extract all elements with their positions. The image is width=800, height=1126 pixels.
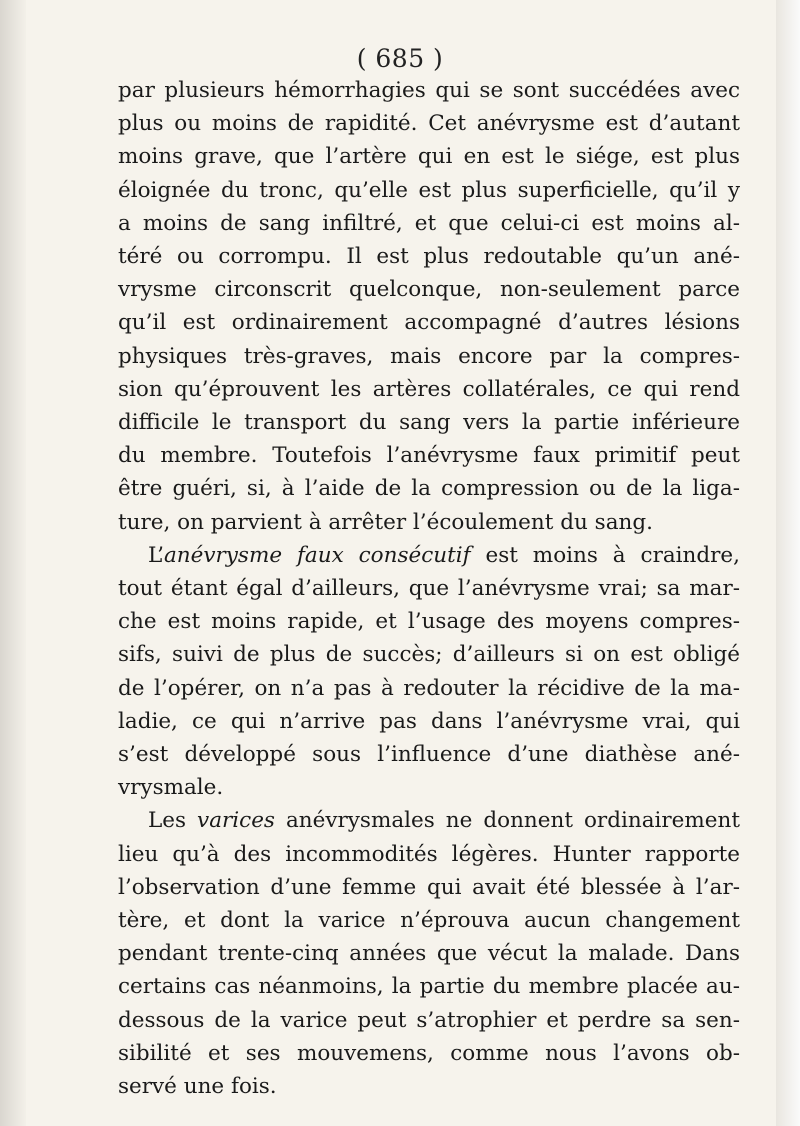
text-line: dessous de la varice peut s’atrophier et perdre sa sen- — [118, 1007, 740, 1033]
paragraph-opening-line — [118, 539, 740, 572]
text-line: plus ou moins de rapidité. Cet anévrysme est d’autant — [118, 111, 740, 137]
text-line: de l’opérer, on n’a pas à redouter la récidive de la ma- — [118, 675, 740, 701]
text-fragment: anévrysmales ne donnent ordinairement — [274, 808, 740, 834]
text-line: sifs, suivi de plus de succès; d’ailleurs si on est obligé — [118, 642, 740, 668]
text-line: vrysmale. — [118, 775, 224, 801]
text-line: tère, et dont la varice n’éprouva aucun changement — [118, 908, 740, 934]
text-line: a moins de sang infiltré, et que celui-ci est moins al- — [118, 210, 740, 236]
body-text — [118, 74, 740, 1103]
page-number: ( 685 ) — [356, 44, 444, 73]
text-line: physiques très-graves, mais encore par la compres- — [118, 343, 740, 369]
text-line: pendant trente-cinq années que vécut la malade. Dans — [118, 941, 740, 967]
text-line: moins grave, que l’artère qui en est le siége, est plus — [118, 144, 740, 170]
text-line: certains cas néanmoins, la partie du membre placée au- — [118, 974, 740, 1000]
paragraph-opening-line — [118, 804, 740, 837]
page-gutter-shadow — [0, 0, 26, 1126]
text-line: s’est développé sous l’influence d’une diathèse ané- — [118, 742, 740, 768]
text-line: lieu qu’à des incommodités légères. Hunter rapporte — [118, 841, 740, 867]
text-line: qu’il est ordinairement accompagné d’autres lésions — [118, 310, 740, 336]
italic-term: varices — [197, 808, 275, 834]
text-line: du membre. Toutefois l’anévrysme faux primitif peut — [118, 443, 740, 469]
text-line: che est moins rapide, et l’usage des moyens compres- — [118, 609, 740, 635]
text-line: éloignée du tronc, qu’elle est plus superficielle, qu’il y — [118, 177, 740, 203]
italic-term: anévrysme faux consécutif — [163, 542, 471, 568]
text-line: tout étant égal d’ailleurs, que l’anévrysme vrai; sa mar- — [118, 576, 740, 602]
text-line: l’observation d’une femme qui avait été blessée à l’ar- — [118, 874, 740, 900]
text-line: par plusieurs hémorrhagies qui se sont succédées avec — [118, 78, 740, 103]
text-line: sion qu’éprouvent les artères collatérales, ce qui rend — [118, 376, 740, 402]
text-fragment: Les — [148, 808, 198, 834]
page-edge — [776, 0, 800, 1126]
text-line: être guéri, si, à l’aide de la compression ou de la liga- — [118, 476, 740, 502]
text-line: ture, on parvient à arrêter l’écoulement du sang. — [118, 509, 653, 535]
text-line: sibilité et ses mouvemens, comme nous l’avons ob- — [118, 1040, 740, 1066]
text-line: servé une fois. — [118, 1074, 277, 1100]
text-fragment: L’ — [148, 542, 164, 568]
text-line: difficile le transport du sang vers la partie inférieure — [118, 410, 740, 436]
text-line: ladie, ce qui n’arrive pas dans l’anévrysme vrai, qui — [118, 708, 740, 734]
text-line: vrysme circonscrit quelconque, non-seulement parce — [118, 277, 740, 303]
text-fragment: est moins à craindre, — [470, 542, 740, 568]
text-line: téré ou corrompu. Il est plus redoutable qu’un ané- — [118, 244, 740, 270]
